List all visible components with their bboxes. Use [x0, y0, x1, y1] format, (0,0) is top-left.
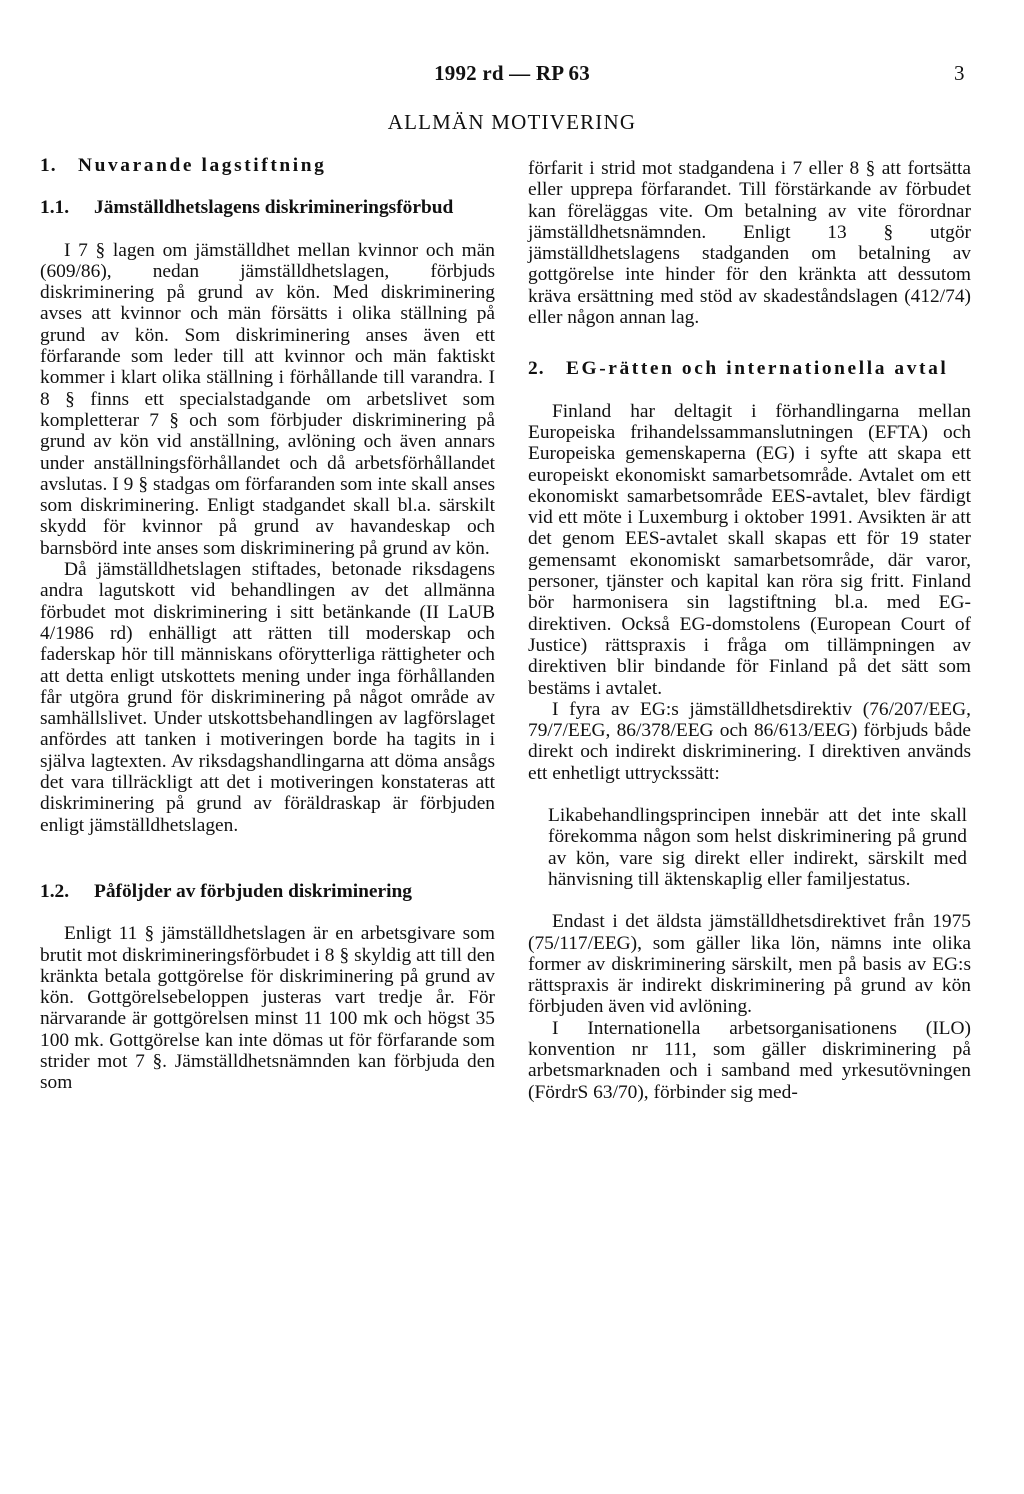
paragraph: I 7 § lagen om jämställdhet mellan kvinnor och män (609/86), nedan jämställdhetslagen, förbjuds diskriminering på grund av kön. Med diskriminering avses att kvinnor och män försätts i olika ställning på grund av kön. Som diskriminering anses även ett förfarande som leder till att kvinnor och män faktiskt kommer i klart olika ställning i förhållande till varandra. I 8 § finns ett specialstadgande om arbetslivet som kompletterar 7 § och som förbjuder diskriminering på grund av kön vid anställning, avlöning och även annars under anställningsförhållandet och då arbetsförhållandet avslutas. I 9 § stadgas om förfaranden som inte skall anses som diskriminering. Enligt stadgandet skall bl.a. särskilt skydd för kvinnor på grund av havandeskap och barnsbörd inte anses som diskriminering på grund av kön. [40, 239, 495, 559]
paragraph: förfarit i strid mot stadgandena i 7 eller 8 § att fortsätta eller upprepa förfarandet. Till förstärkande av förbudet kan föreläggas vite. Om betalning av vite förordnar jämställdhetsnämnden. Enligt 13 § utgör jämställdhetslagens stadganden om betalning av gottgörelse inte hinder för den kränkta att dessutom kräva ersättning med stöd av skadeståndslagen (412/74) eller någon annan lag. [528, 158, 971, 329]
heading-2-number: 2. [528, 358, 545, 380]
paragraph: Finland har deltagit i förhandlingarna mellan Europeiska frihandelssammanslutningen (EFTA) och Europeiska gemenskaperna (EG) i syfte att skapa ett europeiskt ekonomiskt samarbetsområde. Avtalet om ett ekonomiskt samarbetsområde EES-avtalet, blev färdigt vid ett möte i Luxemburg i oktober 1991. Avsikten är att det genom EES-avtalet skall skapas ett för 19 stater gemensamt ekonomiskt samarbetsområde, där varor, personer, tjänster och kapital kan röra sig fritt. Finland bör harmonisera sin lagstiftning bl.a. med EG-direktiven. Också EG-domstolens (European Court of Justice) rättspraxis i fråga om tillämpningen av direktiven blir bindande för Finland på det sätt som bestäms i avtalet. [528, 400, 971, 699]
block-quote: Likabehandlingsprincipen innebär att det inte skall förekomma någon som helst diskriminering på grund av kön, vare sig direkt eller indirekt, särskilt med hänvisning till äktenskaplig eller familjestatus. [548, 805, 967, 890]
heading-2-text: EG-rätten och internationella avtal [566, 358, 949, 380]
paragraph: Då jämställdhetslagen stiftades, betonade riksdagens andra lagutskott vid behandlingen av det allmänna förbudet mot diskriminering i sitt betänkande (II LaUB 4/1986 rd) enhälligt att rätten till moderskap och faderskap hör till människans oförytterliga rättigheter och att detta enligt utskottets mening under inga förhållanden får utgöra grund för diskriminering på något område av samhällslivet. Under utskottsbehandlingen av lagförslaget anfördes att tanken i motiveringen borde ha tagits in i själva lagtexten. Av riksdagshandlingarna att döma ansågs det vara tillräckligt att det i motiveringen konstateras att diskriminering på grund av föräldraskap är förbjuden enligt jämställdhetslagen. [40, 559, 495, 836]
heading-1 [40, 155, 495, 176]
heading-2 [528, 358, 971, 379]
paragraph: Endast i det äldsta jämställdhetsdirektivet från 1975 (75/117/EEG), som gäller lika lön, nämns inte olika former av diskriminering särskilt, men på basis av EG:s rättspraxis är indirekt diskriminering på grund av kön förbjuden även vid avlöning. [528, 911, 971, 1018]
paragraph: Enligt 11 § jämställdhetslagen är en arbetsgivare som brutit mot diskrimineringsförbudet i 8 § skyldig att till den kränkta betala gottgörelse för diskriminering på grund av kön. Gottgörelsebeloppen justeras vart tredje år. För närvarande är gottgörelsen minst 11 100 mk och högst 35 100 mk. Gottgörelse kan inte dömas ut för förfarande som strider mot 7 §. Jämställdhetsnämnden kan förbjuda den som [40, 923, 495, 1094]
heading-1-2-text: Påföljder av förbjuden diskriminering [94, 880, 412, 902]
section-title: ALLMÄN MOTIVERING [387, 110, 637, 134]
heading-1-text: Nuvarande lagstiftning [78, 155, 327, 176]
heading-1-1-text: Jämställdhetslagens diskrimineringsförbud [94, 197, 454, 219]
page-number: 3 [954, 61, 965, 85]
running-header: 1992 rd — RP 63 [434, 61, 590, 85]
left-column [40, 155, 495, 1094]
heading-1-1 [40, 197, 495, 218]
right-column [528, 158, 971, 1103]
heading-1-1-number: 1.1. [40, 197, 70, 219]
heading-1-number: 1. [40, 155, 57, 176]
heading-1-2 [40, 881, 495, 902]
heading-1-2-number: 1.2. [40, 880, 70, 902]
paragraph: I Internationella arbetsorganisationens (ILO) konvention nr 111, som gäller diskriminering på arbetsmarknaden och i samband med yrkesutövningen (FördrS 63/70), förbinder sig med- [528, 1017, 971, 1103]
paragraph: I fyra av EG:s jämställdhetsdirektiv (76/207/EEG, 79/7/EEG, 86/378/EEG och 86/613/EEG) förbjuds både direkt och indirekt diskriminering. I direktiven används ett enhetligt uttryckssätt: [528, 698, 971, 784]
